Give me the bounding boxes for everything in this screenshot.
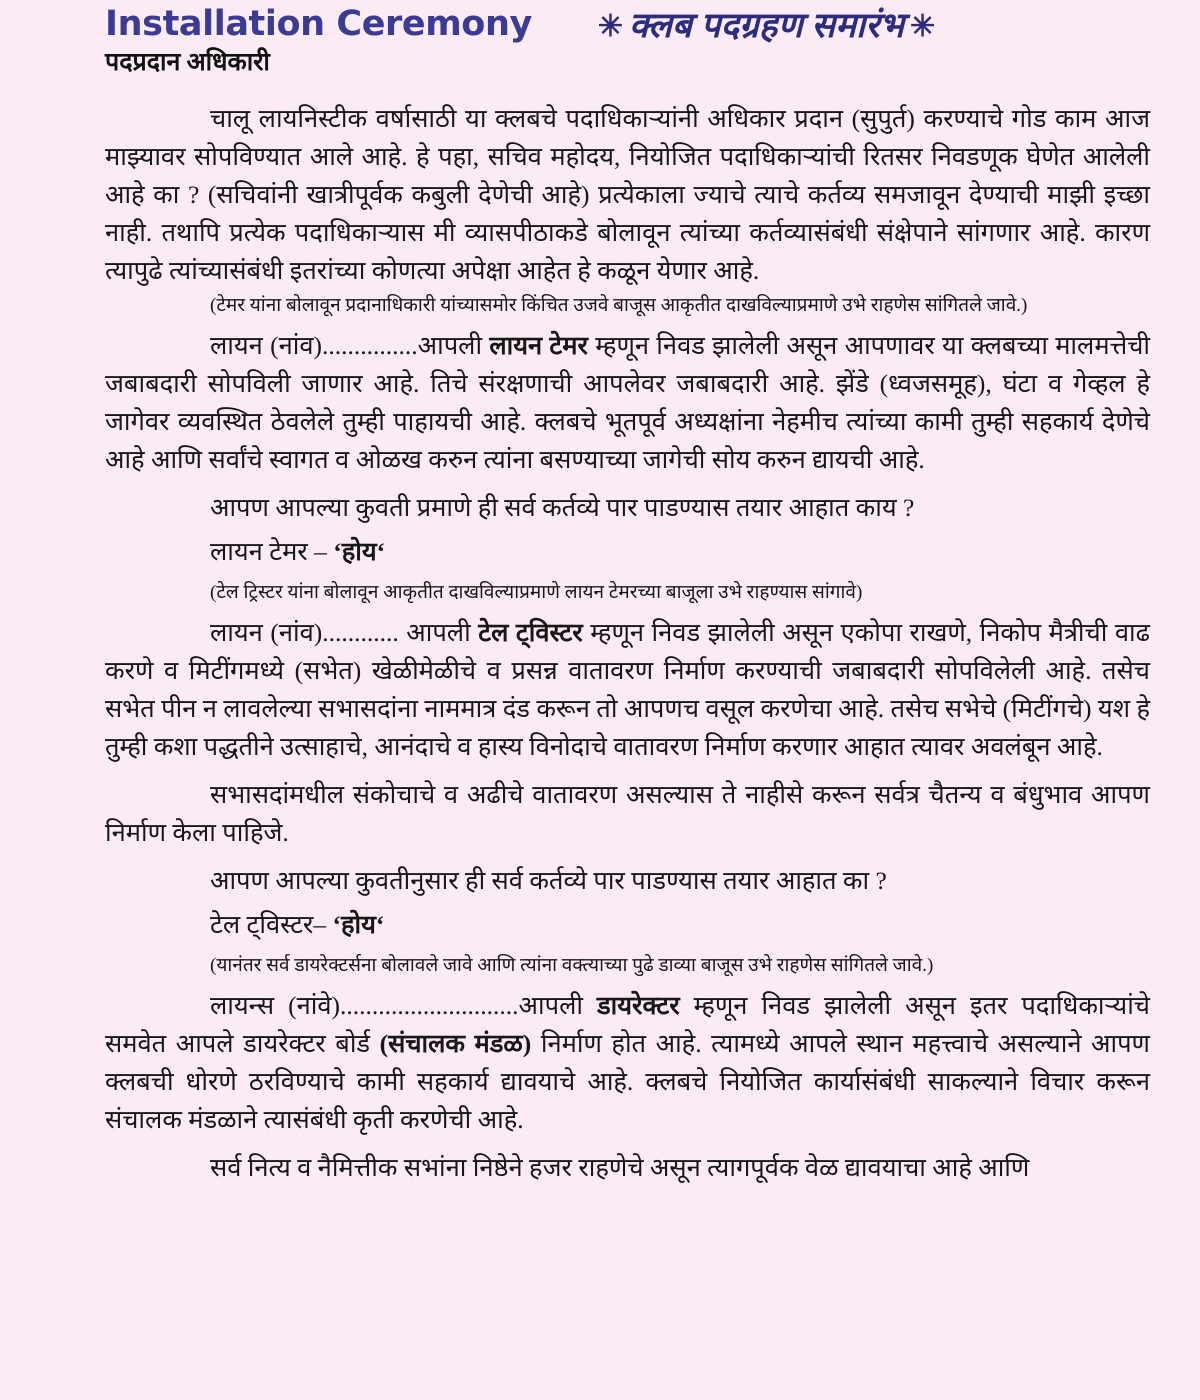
page-subtitle-marathi: पदप्रदान अधिकारी bbox=[105, 48, 270, 76]
answer-lion-tamer-value: ‘होय‘ bbox=[333, 537, 386, 566]
directors-text-pre: लायन्स (नांवे)............................आपली bbox=[210, 991, 597, 1020]
tail-twister-text-pre: लायन (नांव)............ आपली bbox=[210, 618, 479, 647]
page-title-marathi-text: क्लब पदग्रहण समारंभ bbox=[629, 6, 904, 45]
lion-tamer-text-pre: लायन (नांव)...............आपली bbox=[210, 331, 490, 360]
answer-tail-twister-value: ‘होय‘ bbox=[332, 910, 385, 939]
paragraph-fellowship: सभासदांमधील संकोचाचे व अढीचे वातावरण असल्यास ते नाहीसे करून सर्वत्र चैतन्य व बंधुभाव आपण निर्माण केला पाहिजे. bbox=[105, 780, 1150, 847]
asterisk-left-icon: ✳ bbox=[597, 10, 624, 43]
document-body bbox=[0, 100, 1200, 1187]
paragraph-tail-twister bbox=[105, 614, 1150, 766]
asterisk-right-icon: ✳ bbox=[910, 10, 936, 43]
answer-lion-tamer-label: लायन टेमर – bbox=[210, 537, 334, 566]
document-header bbox=[0, 0, 1200, 100]
lion-tamer-role-label: लायन टेमर bbox=[489, 331, 588, 360]
title-row bbox=[105, 6, 1150, 45]
page-title-english: Installation Ceremony bbox=[105, 4, 532, 44]
directors-text-mid: म्हणून निवड झालेली असून इतर पदाधिकाऱ्यांचे समवेत आपले डायरेक्टर बोर्ड bbox=[105, 991, 1150, 1058]
page-title-marathi bbox=[592, 6, 941, 45]
paragraph-intro: चालू लायनिस्टीक वर्षासाठी या क्लबचे पदाधिकाऱ्यांनी अधिकार प्रदान (सुपुर्त) करण्याचे गोड काम आज माझ्यावर सोपविण्यात आले आहे. हे पहा, सचिव महोदय, नियोजित पदाधिकाऱ्यांची रितसर निवडणूक घेणेत आलेली आहे का ? (सचिवांनी खात्रीपूर्वक कबुली देणेची आहे) प्रत्येकाला ज्याचे त्याचे कर्तव्य समजावून देण्याची माझी इच्छा नाही. तथापि प्रत्येक पदाधिकाऱ्यास मी व्यासपीठाकडे बोलावून त्यांच्या कर्तव्यासंबंधी संक्षेपाने सांगणार आहे. कारण त्यापुढे त्यांच्यासंबंधी इतरांच्या कोणत्या अपेक्षा आहेत हे कळून येणार आहे. bbox=[105, 104, 1150, 285]
answer-tail-twister-label: टेल ट्विस्टर– bbox=[210, 910, 333, 939]
tail-twister-role-label: टेल ट्विस्टर bbox=[478, 618, 583, 647]
answer-lion-tamer bbox=[105, 533, 1150, 571]
paragraph-lion-tamer bbox=[105, 327, 1150, 479]
board-of-directors-label: (संचालक मंडळ) bbox=[379, 1029, 532, 1058]
stage-direction-3: (यानंतर सर्व डायरेक्टर्सना बोलावले जावे आणि त्यांना वक्त्याच्या पुढे डाव्या बाजूस उभे राहणेस सांगितले जावे.) bbox=[210, 955, 934, 976]
question-lion-tamer: आपण आपल्या कुवती प्रमाणे ही सर्व कर्तव्ये पार पाडण्यास तयार आहात काय ? bbox=[210, 493, 915, 522]
lion-tamer-text-post: म्हणून निवड झालेली असून आपणावर या क्लबच्या मालमत्तेची जबाबदारी सोपविली जाणार आहे. तिचे संरक्षणाची आपलेवर जबाबदारी आहे. झेंडे (ध्वजसमूह), घंटा व गेव्हल हे जागेवर व्यवस्थित ठेवलेले तुम्ही पाहायची आहे. क्लबचे भूतपूर्व अध्यक्षांना नेहमीच त्यांच्या कामी तुम्ही सहकार्य देणेचे आहे आणि सर्वांचे स्वागत व ओळख करुन त्यांना बसण्याच्या जागेची सोय करुन द्यायची आहे. bbox=[105, 331, 1150, 474]
paragraph-directors bbox=[105, 987, 1150, 1139]
directors-text-post: निर्माण होत आहे. त्यामध्ये आपले स्थान महत्त्वाचे असल्याने आपण क्लबची धोरणे ठरविण्याचे कामी सहकार्य द्यावयाचे आहे. क्लबचे नियोजित कार्यासंबंधी साकल्याने विचार करून संचालक मंडळाने त्यासंबंधी कृती करणेची आहे. bbox=[105, 1029, 1150, 1134]
tail-twister-text-post: म्हणून निवड झालेली असून एकोपा राखणे, निकोप मैत्रीची वाढ करणे व मिटींगमध्ये (सभेत) खेळीमेळीचे व प्रसन्न वातावरण निर्माण करण्याची जबाबदारी सोपविलेली आहे. तसेच सभेत पीन न लावलेल्या सभासदांना नाममात्र दंड करून तो आपणच वसूल करणेचा आहे. तसेच सभेचे (मिटींगचे) यश हे तुम्ही कशा पद्धतीने उत्साहाचे, आनंदाचे व हास्य विनोदाचे वातावरण निर्माण करणार आहात त्यावर अवलंबून आहे. bbox=[105, 618, 1150, 761]
stage-direction-1: (टेमर यांना बोलावून प्रदानाधिकारी यांच्यासमोर किंचित उजवे बाजूस आकृतीत दाखविल्याप्रमाणे उभे राहणेस सांगितले जावे.) bbox=[210, 295, 1028, 316]
paragraph-attendance: सर्व नित्य व नैमित्तीक सभांना निष्ठेने हजर राहणेचे असून त्यागपूर्वक वेळ द्यावयाचा आहे आणि bbox=[210, 1153, 1030, 1182]
question-tail-twister: आपण आपल्या कुवतीनुसार ही सर्व कर्तव्ये पार पाडण्यास तयार आहात का ? bbox=[210, 866, 887, 895]
stage-direction-2: (टेल ट्रिस्टर यांना बोलावून आकृतीत दाखविल्याप्रमाणे लायन टेमरच्या बाजूला उभे राहण्यास सांगावे) bbox=[210, 582, 863, 603]
answer-tail-twister bbox=[105, 906, 1150, 944]
director-role-label: डायरेक्टर bbox=[596, 991, 680, 1020]
